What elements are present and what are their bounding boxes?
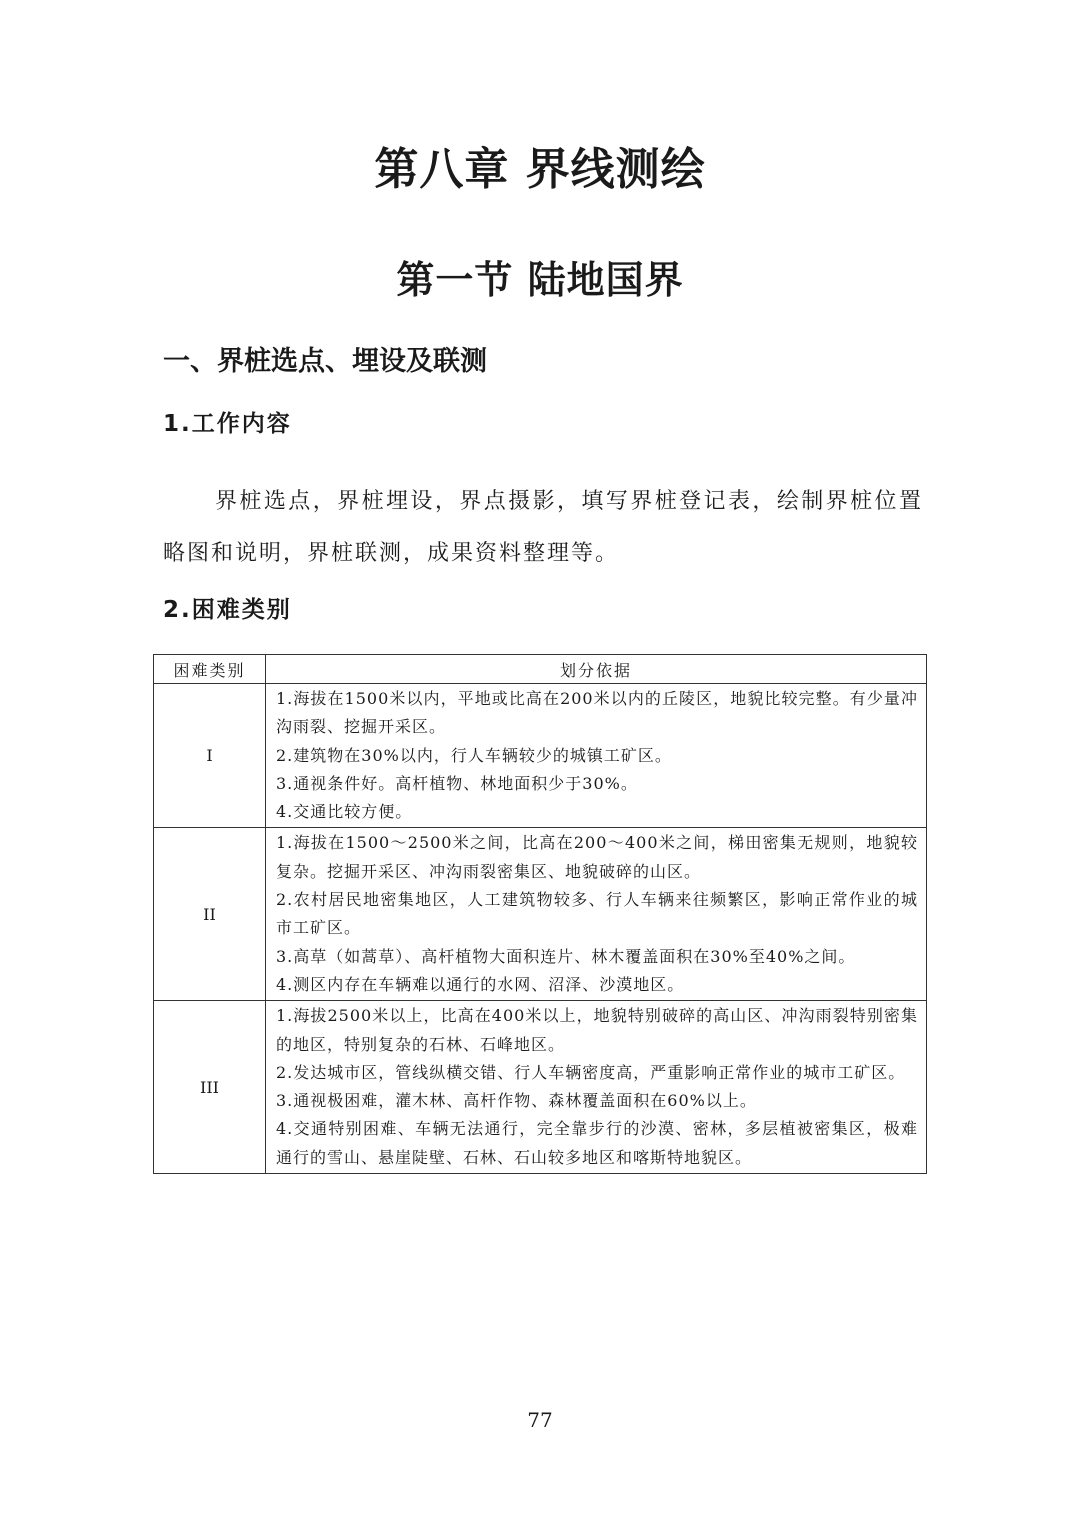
subsection-title: 一、界桩选点、埋设及联测 — [163, 346, 487, 377]
basis-line: 3.通视极困难，灌木林、高杆作物、森林覆盖面积在60%以上。 — [276, 1091, 757, 1111]
category-cell: III — [154, 1001, 266, 1174]
category-cell: I — [154, 684, 266, 828]
basis-line: 2.建筑物在30%以内，行人车辆较少的城镇工矿区。 — [276, 745, 672, 765]
basis-line: 1.海拔2500米以上，比高在400米以上，地貌特别破碎的高山区、冲沟雨裂特别密集的地区，特别复杂的石林、石峰地区。 — [276, 1006, 918, 1054]
basis-line: 1.海拔在1500～2500米之间，比高在200～400米之间，梯田密集无规则，地貌较复杂。挖掘开采区、冲沟雨裂密集区、地貌破碎的山区。 — [276, 833, 918, 881]
header-classification-basis: 划分依据 — [266, 655, 927, 684]
difficulty-category-heading: 2.困难类别 — [163, 597, 292, 623]
basis-cell — [266, 684, 927, 828]
basis-cell — [266, 1001, 927, 1174]
section-title: 第一节 陆地国界 — [396, 258, 684, 302]
table-row — [154, 828, 927, 1001]
work-content-heading: 1.工作内容 — [163, 411, 292, 437]
chapter-title: 第八章 界线测绘 — [374, 144, 706, 195]
work-content-paragraph: 界桩选点，界桩埋设，界点摄影，填写界桩登记表，绘制界桩位置略图和说明，界桩联测，成果资料整理等。 — [163, 489, 923, 566]
difficulty-table — [153, 654, 927, 1174]
basis-line: 2.农村居民地密集地区，人工建筑物较多、行人车辆来往频繁区，影响正常作业的城市工矿区。 — [276, 890, 918, 938]
basis-line: 1.海拔在1500米以内，平地或比高在200米以内的丘陵区，地貌比较完整。有少量冲沟雨裂、挖掘开采区。 — [276, 689, 918, 737]
basis-line: 4.交通特别困难、车辆无法通行，完全靠步行的沙漠、密林，多层植被密集区，极难通行的雪山、悬崖陡壁、石林、石山较多地区和喀斯特地貌区。 — [276, 1119, 918, 1167]
basis-line: 4.测区内存在车辆难以通行的水网、沼泽、沙漠地区。 — [276, 974, 685, 994]
table-row — [154, 1001, 927, 1174]
basis-line: 4.交通比较方便。 — [276, 802, 413, 822]
basis-line: 3.通视条件好。高杆植物、林地面积少于30%。 — [276, 773, 638, 793]
table-row — [154, 684, 927, 828]
page-number: 77 — [527, 1408, 553, 1432]
header-difficulty-category: 困难类别 — [154, 655, 266, 684]
table-header-row — [154, 655, 927, 684]
category-cell: II — [154, 828, 266, 1001]
basis-line: 3.高草（如蒿草）、高杆植物大面积连片、林木覆盖面积在30%至40%之间。 — [276, 946, 856, 966]
basis-cell — [266, 828, 927, 1001]
basis-line: 2.发达城市区，管线纵横交错、行人车辆密度高，严重影响正常作业的城市工矿区。 — [276, 1062, 906, 1082]
